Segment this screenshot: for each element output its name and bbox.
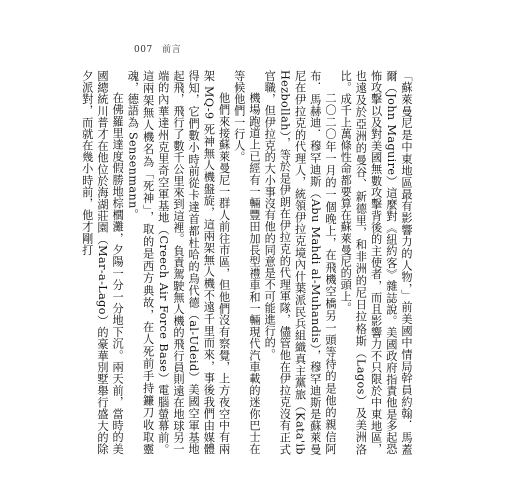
paragraph: 他們來接蘇萊曼尼一群人前往市區，但他們沒有察覺，上方夜空中有兩架 MQ-9 死神無人機盤旋，這兩架無人機不遠千里而來，事後我們由媒體得知，它們數小時前從卡達首都杜哈的烏代德（al-Udeid）美國空軍基地起飛，飛行了數千公里來到這裡。負責駕駛無人機的飛行員則遠在地球另一端的內華達州克里奇空軍基地（Creech Air Force Base）電腦螢幕前。這兩架無人機名為「死神」，取的是西方典故，在人死前手持鐮刀收取靈魂，德語為 Sensenmann。 — [126, 70, 231, 455]
paragraph: 二〇二〇年一月的一個晚上，在飛機空橋另一頭等待的是他的親信阿布．馬赫迪．穆罕迪斯（Abu Mahdi al-Muhandis），穆罕迪斯是蘇萊曼尼在伊拉克的代理人，統領伊拉克境內什葉派民兵組織真主黨旅（Kata'ib Hezbollah），等於是伊朗在伊拉克的代理軍隊，儘管他在伊拉克沒有正式官職，但伊拉克的大小事沒有他的同意是不可能進行的。 — [263, 70, 337, 455]
running-header — [134, 42, 181, 55]
paragraph: 在佛羅里達度假勝地棕櫚灘，夕陽一分一分地下沉。兩天前，當時的美國總統川普才在他位於海湖莊園（Mar-a-Lago）的豪華別墅舉行盛大的除夕派對，而就在幾小時前，他才剛打 — [80, 70, 125, 455]
paragraph: 「蘇萊曼尼是中東地區最有影響力的人物，」前美國中情局幹員約翰．馬蓋爾（John Maguire）這麼對《紐約客》雜誌說。美國政府指責他是多起恐怖攻擊以及對美國無數攻擊背後的主使者，而且影響力不只限於中東地區，也遠及於亞洲的曼谷、新德里，和非洲的尼日拉格斯（Lagos）及美洲洛比。成千上萬條性命都要算在蘇萊曼尼的頭上。 — [339, 70, 413, 455]
paragraph: 機場跑道上已經有一輛豐田加長型禮車和一輛現代汽車載的迷你巴士在等候他們一行人。 — [232, 70, 261, 455]
section-title: 前言 — [162, 45, 182, 55]
vertical-body-text — [80, 70, 414, 455]
page-number: 007 — [134, 45, 153, 55]
